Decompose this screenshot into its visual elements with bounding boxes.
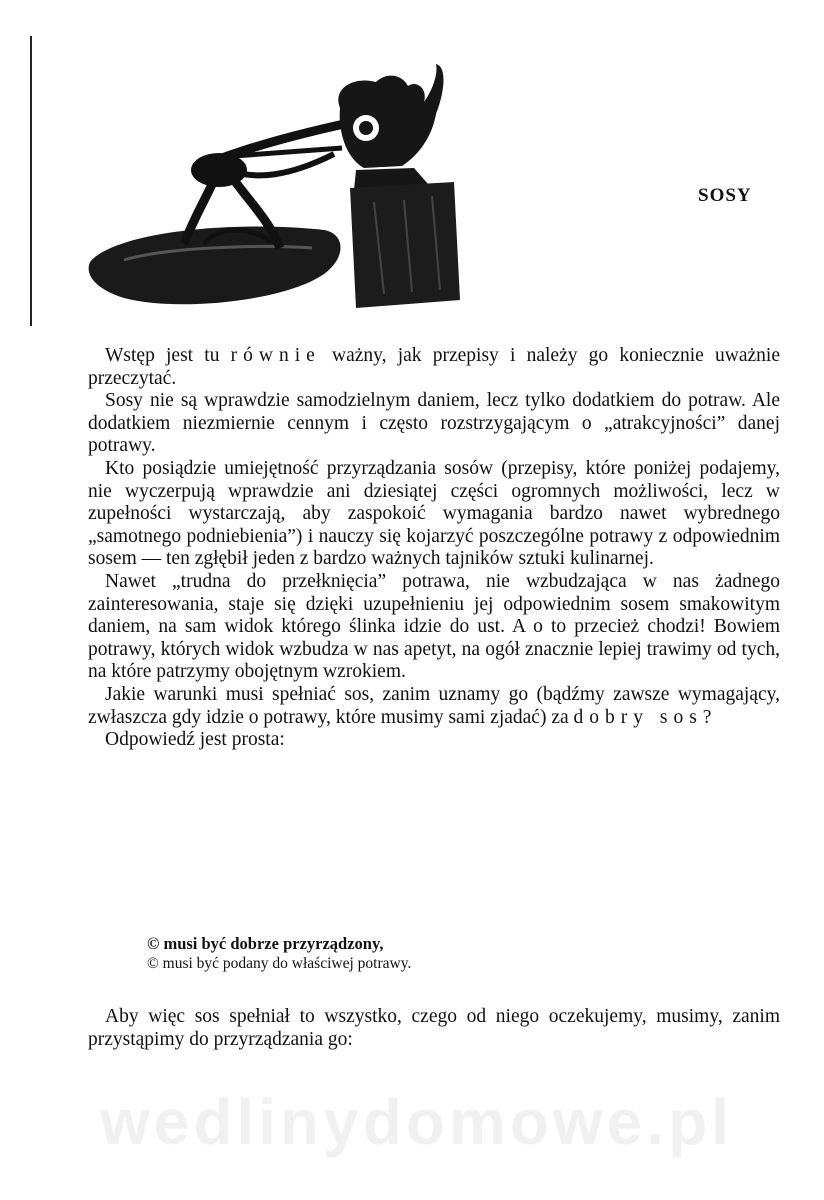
- paragraph-conditions: [88, 684, 780, 729]
- list-item: © musi być podany do właściwej potrawy.: [147, 955, 412, 972]
- chapter-title: SOSY: [698, 185, 752, 206]
- page-edge-rule: [30, 36, 32, 326]
- paragraph-sauces: Sosy nie są wprawdzie samodzielnym daniem, lecz tylko dodatkiem do potraw. Ale dodatkiem niezmiernie cennym i często rozstrzygającym o „atrakcyjności” danej potrawy.: [88, 390, 780, 457]
- text-run: Jakie warunki musi spełniać sos, zanim uznamy go (bądźmy zawsze wymagający, zwłaszcza gdy idzie o potrawy, które musimy sami zjadać) za: [88, 683, 780, 728]
- paragraph-answer: Odpowiedź jest prosta:: [105, 729, 285, 751]
- text-run: Wstęp jest tu: [105, 345, 231, 366]
- paragraph-appetite: Nawet „trudna do przełknięcia” potrawa, nie wzbudzająca w nas żadnego zainteresowania, staje się dzięki uzupełnieniu jej odpowiednim sosem smakowitym daniem, na sam widok którego ślinka idzie do ust. A o to przecież chodzi! Bowiem potrawy, których widok wzbudza w nas apetyt, na ogół znacznie lepiej trawimy od tych, na które patrzymy obojętnym wzrokiem.: [88, 570, 780, 683]
- emphasized-word: równie: [230, 345, 321, 366]
- list-item: © musi być dobrze przyrządzony,: [147, 934, 384, 953]
- sauce-boat-illustration: [84, 62, 476, 324]
- emphasized-phrase: dobry sos?: [573, 706, 718, 728]
- body-text: [88, 345, 780, 752]
- paragraph-intro: [88, 345, 780, 390]
- watermark: wedlinydomowe.pl: [100, 1086, 733, 1158]
- requirements-list: [147, 934, 707, 973]
- paragraph-skill: Kto posiądzie umiejętność przyrządzania sosów (przepisy, które poniżej podajemy, nie wyczerpują wprawdzie ani dziesiątej części ogromnych możliwości, lecz w zupełności wystarczają, aby zaspokoić wymagania bardzo nawet wybrednego „samotnego podniebienia”) i nauczy się kojarzyć poszczególne potrawy z odpowiednim sosem — ten zgłębił jeden z bardzo ważnych tajników sztuki kulinarnej.: [88, 457, 780, 570]
- text-run: ważny, jak przepisy i należy go koniecznie uważnie przeczytać.: [88, 345, 780, 389]
- paragraph-closing: Aby więc sos spełniał to wszystko, czego od niego oczekujemy, musimy, zanim przystąpimy do przyrządzania go:: [88, 1006, 780, 1050]
